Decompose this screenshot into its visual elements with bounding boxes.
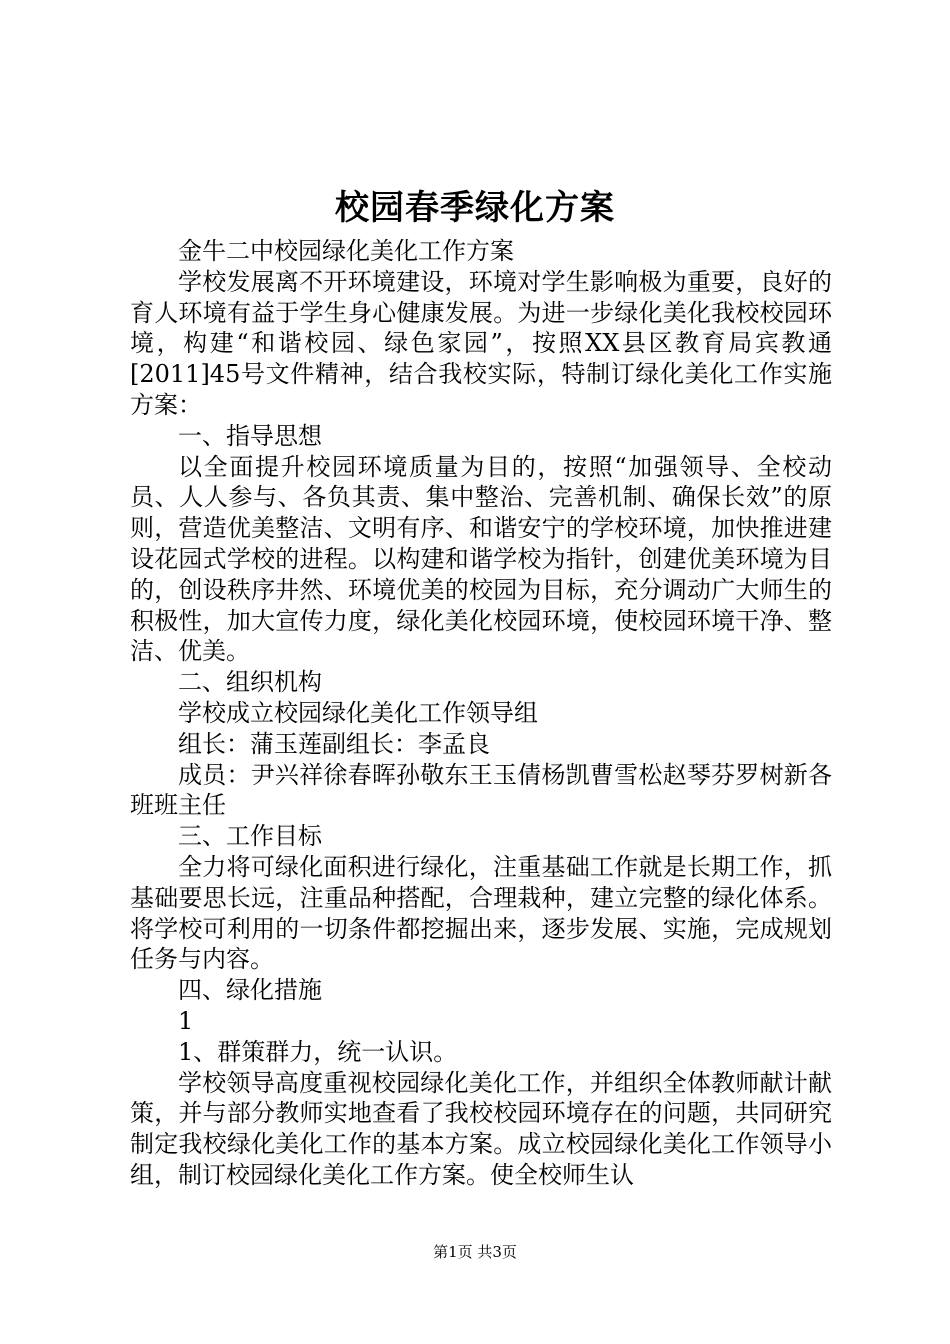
paragraph-guiding-thought: 以全面提升校园环境质量为目的，按照“加强领导、全校动员、人人参与、各负其责、集中整治、完善机制、确保长效”的原则，营造优美整洁、文明有序、和谐安宁的学校环境，加快推进建设花园式学校的进程。以构建和谐学校为指针，创建优美环境为目的，创设秩序井然、环境优美的校园为目标，充分调动广大师生的积极性，加大宣传力度，绿化美化校园环境，使校园环境干净、整洁、优美。: [130, 452, 832, 666]
section-heading-organization: 二、组织机构: [178, 668, 322, 697]
section-heading-work-goals: 三、工作目标: [178, 822, 322, 851]
subsection-heading-1: 1、群策群力，统一认识。: [178, 1037, 458, 1066]
document-title: 校园春季绿化方案: [335, 188, 615, 228]
section-heading-greening-measures: 四、绿化措施: [178, 976, 322, 1005]
paragraph-number: 1: [178, 1006, 194, 1035]
paragraph-work-goals: 全力将可绿化面积进行绿化，注重基础工作就是长期工作，抓基础要思长远，注重品种搭配，合理栽种，建立完整的绿化体系。将学校可利用的一切条件都挖掘出来，逐步发展、实施，完成规划任务与内容。: [130, 852, 832, 974]
paragraph-measure-1: 学校领导高度重视校园绿化美化工作，并组织全体教师献计献策，并与部分教师实地查看了我校校园环境存在的问题，共同研究制定我校绿化美化工作的基本方案。成立校园绿化美化工作领导小组，制订校园绿化美化工作方案。使全校师生认: [130, 1068, 832, 1189]
document-body: [130, 236, 832, 1191]
paragraph-heading-plan-name: 金牛二中校园绿化美化工作方案: [178, 237, 514, 265]
paragraph-leadership-group: 学校成立校园绿化美化工作领导组: [178, 698, 538, 727]
paragraph-group-leaders: 组长：蒲玉莲副组长：李孟良: [178, 729, 490, 758]
section-heading-guiding-thought: 一、指导思想: [178, 421, 322, 450]
paragraph-group-members: 成员：尹兴祥徐春晖孙敬东王玉倩杨凯曹雪松赵琴芬罗树新各班班主任: [130, 760, 832, 820]
paragraph-intro: 学校发展离不开环境建设，环境对学生影响极为重要，良好的育人环境有益于学生身心健康发展。为进一步绿化美化我校校园环境，构建“和谐校园、绿色家园”，按照XX县区教育局宾教通[2011]45号文件精神，结合我校实际，特制订绿化美化工作实施方案：: [130, 267, 832, 419]
page-footer: 第1页 共3页: [433, 1243, 517, 1261]
